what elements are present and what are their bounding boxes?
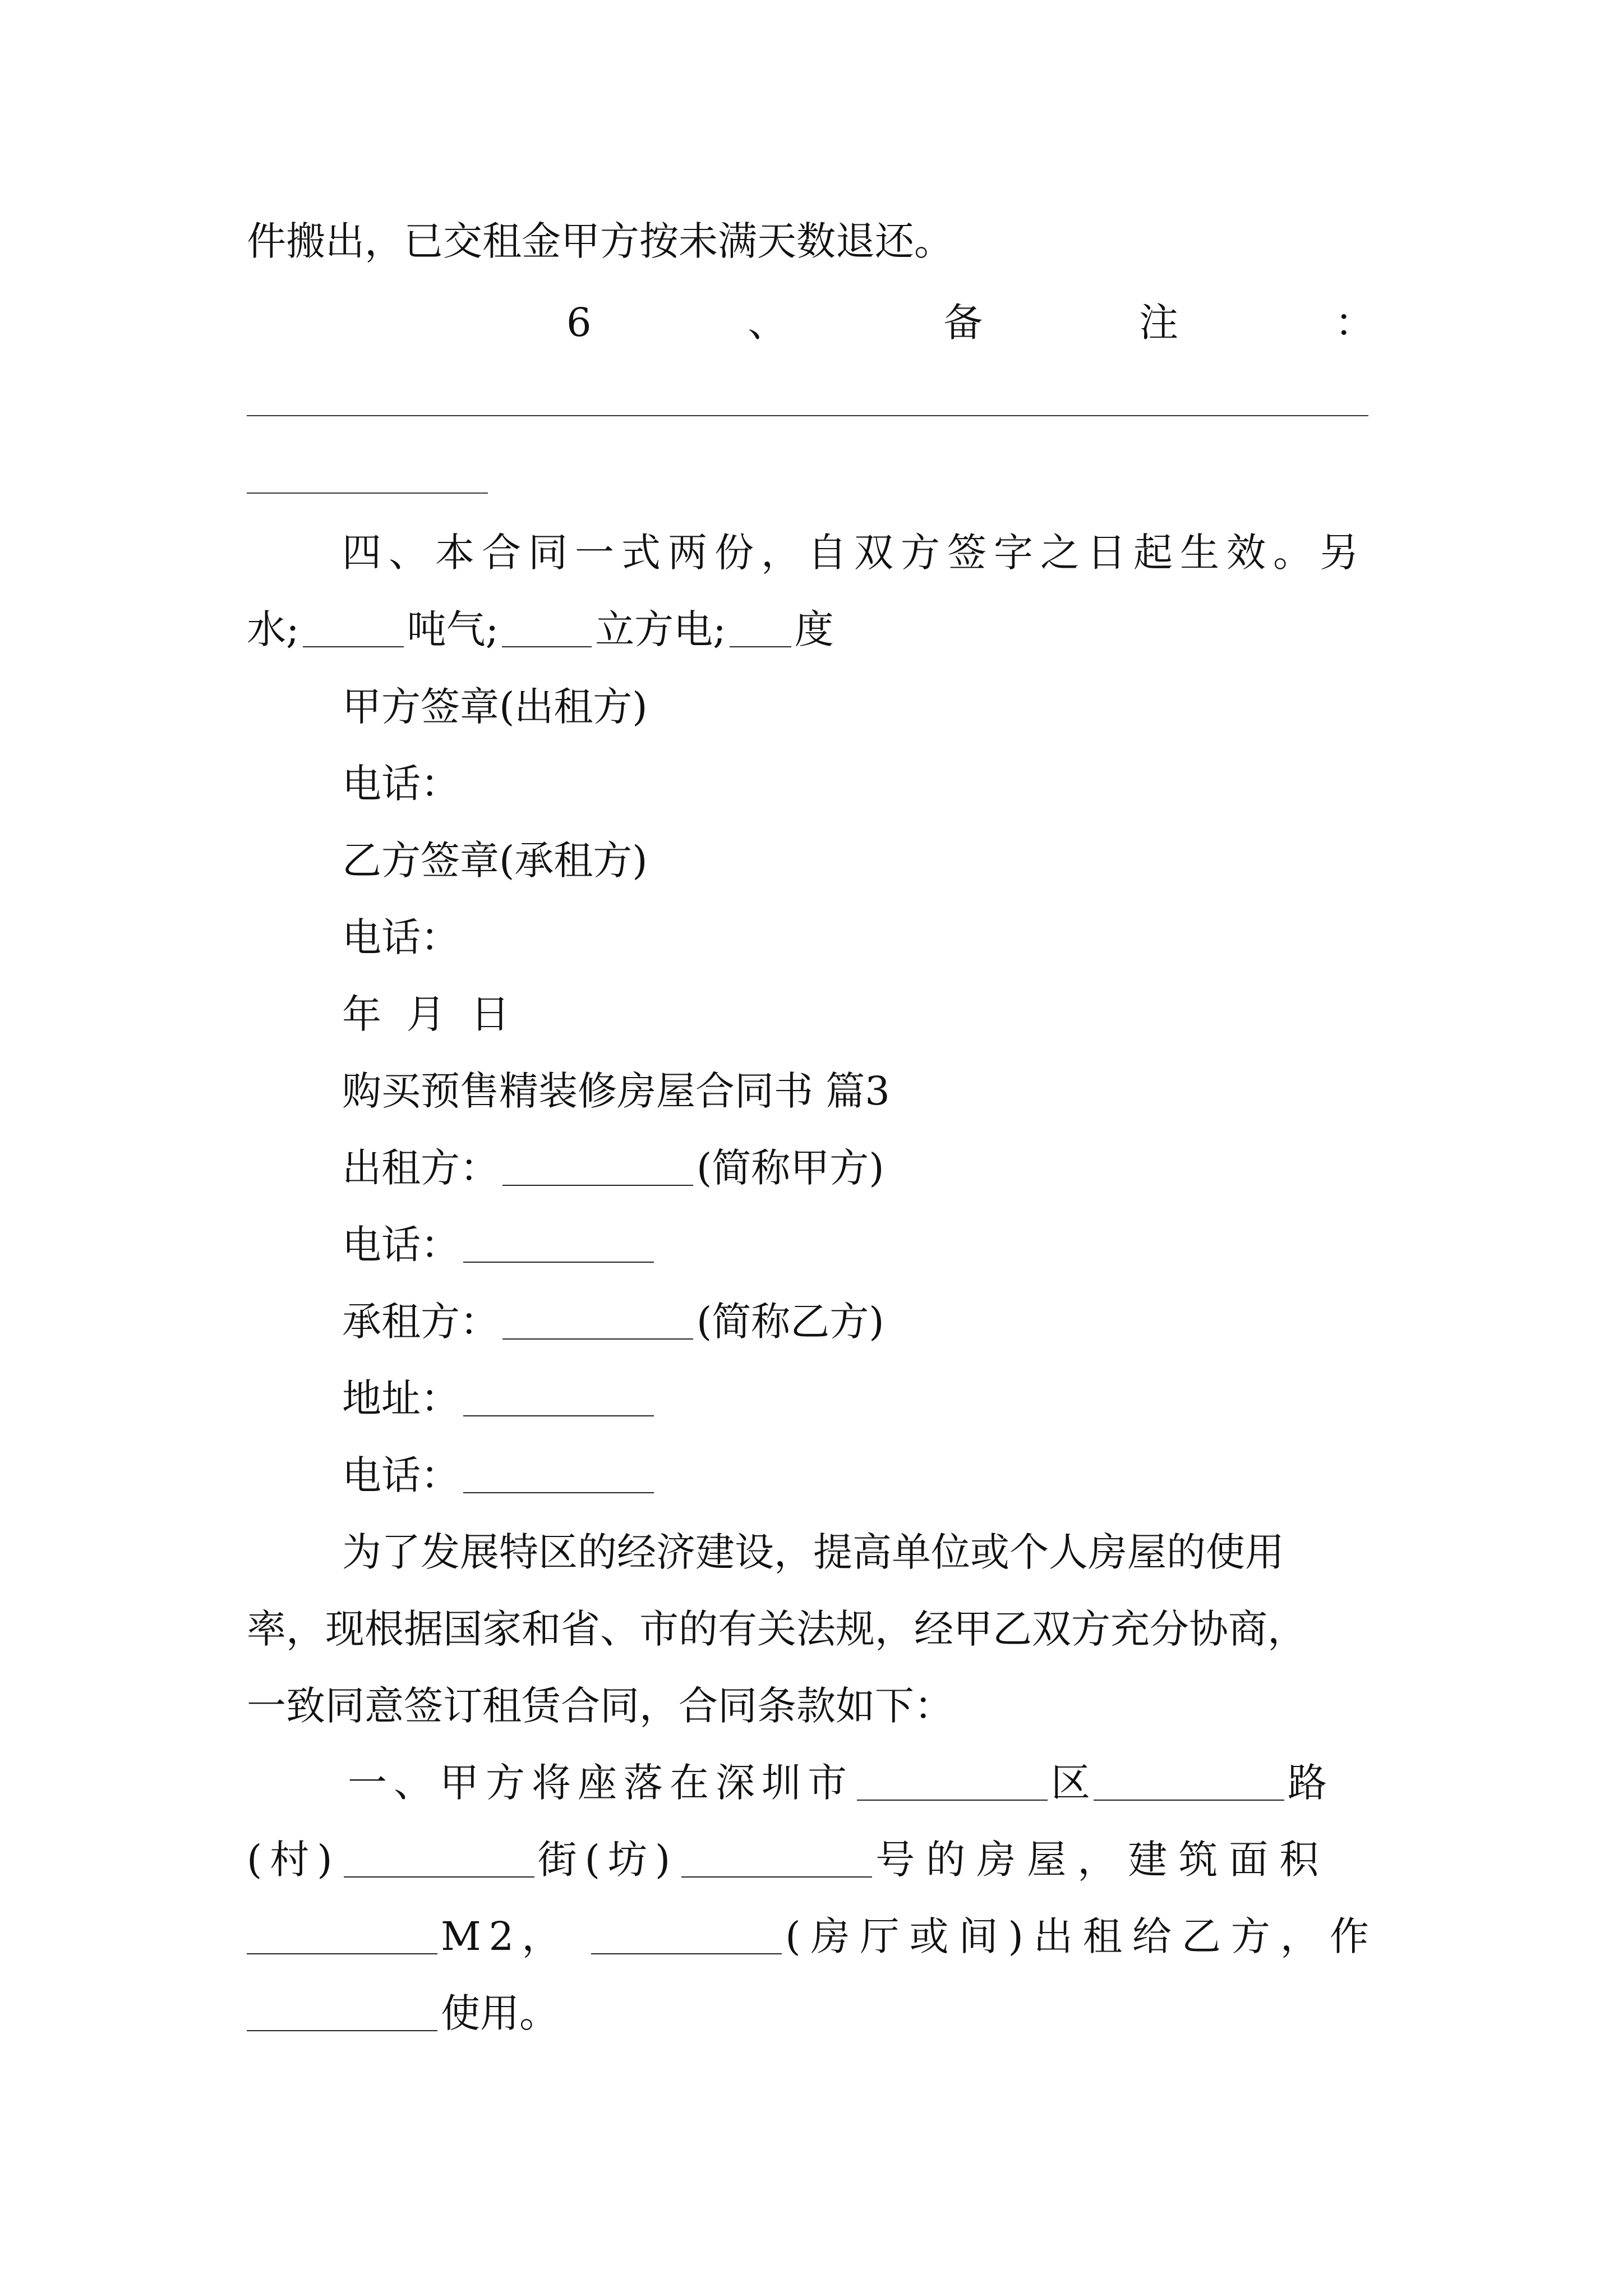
clause-4-line-1 [342, 524, 1391, 581]
party-a-signature: 甲方签章(出租方) [342, 684, 648, 730]
rooms-text: (房厅或间)出租给乙方，作 [785, 1913, 1379, 1959]
lessor-phone-blank[interactable] [463, 1262, 654, 1263]
rooms-blank[interactable] [591, 1953, 782, 1954]
road-label: 路 [1288, 1760, 1327, 1806]
lessor-blank[interactable] [502, 1185, 693, 1186]
preamble-line-3: 一致同意签订租赁合同，合同条款如下： [247, 1683, 953, 1729]
section-title: 购买预售精装修房屋合同书 篇3 [342, 1068, 890, 1114]
text-line-1: 件搬出，已交租金甲方按未满天数退还。 [247, 218, 953, 264]
district-label: 区 [1051, 1760, 1090, 1806]
clause-1-intro: 一、甲方将座落在深圳市 [348, 1760, 854, 1806]
area-unit: M2， [441, 1913, 569, 1959]
clause-1-line-2 [247, 1832, 1330, 1888]
remarks-comma: 、 [748, 300, 787, 346]
usage-text: 使用。 [441, 1990, 559, 2036]
clause-1-line-1 [348, 1755, 1327, 1811]
address-blank[interactable] [463, 1415, 654, 1416]
clause-4-line-2 [247, 601, 834, 657]
road-blank[interactable] [1094, 1800, 1284, 1801]
remarks-colon: ： [1334, 300, 1374, 346]
clause-4-text: 四、本合同一式两份，自双方签字之日起生效。另 [342, 530, 1366, 576]
village-label: (村) [247, 1837, 340, 1883]
lessor-label: 出租方： [342, 1145, 499, 1191]
date-line: 年 月 日 [342, 991, 510, 1037]
remarks-char-1: 备 [943, 300, 983, 346]
remarks-blank-line-1 [247, 415, 1368, 416]
lessor-phone-label: 电话： [342, 1222, 460, 1268]
preamble-line-1: 为了发展特区的经济建设，提高单位或个人房屋的使用 [342, 1529, 1284, 1575]
lessee-phone-line [342, 1447, 657, 1503]
lessee-blank[interactable] [502, 1338, 693, 1340]
lessee-line [342, 1294, 884, 1350]
lessor-abbrev: (简称甲方) [697, 1145, 884, 1191]
area-blank[interactable] [247, 1953, 437, 1954]
party-b-signature: 乙方签章(承租方) [342, 838, 648, 884]
water-label: 水; [247, 606, 299, 652]
address-line [342, 1370, 657, 1427]
district-blank[interactable] [857, 1800, 1048, 1801]
address-label: 地址： [342, 1375, 460, 1421]
gas-label: 吨气; [407, 606, 499, 652]
lessor-phone-line [342, 1217, 657, 1273]
clause-1-line-4 [247, 1985, 559, 2041]
remarks-char-2: 注 [1139, 300, 1179, 346]
electric-label: 立方电; [595, 606, 726, 652]
party-a-phone: 电话： [342, 761, 460, 807]
remarks-heading [566, 295, 1374, 351]
lessee-phone-blank[interactable] [463, 1492, 654, 1493]
water-blank[interactable] [303, 646, 404, 647]
remarks-blank-line-2 [247, 493, 488, 494]
lessee-label: 承租方： [342, 1299, 499, 1345]
party-b-phone: 电话： [342, 914, 460, 960]
gas-blank[interactable] [502, 646, 592, 647]
lessee-abbrev: (简称乙方) [697, 1299, 884, 1345]
preamble-line-2: 率，现根据国家和省、市的有关法规，经甲乙双方充分协商， [247, 1606, 1307, 1652]
house-number-text: 号的房屋，建筑面积 [875, 1837, 1330, 1883]
clause-1-line-3 [247, 1908, 1379, 1964]
street-blank[interactable] [681, 1876, 872, 1878]
usage-blank[interactable] [247, 2030, 437, 2031]
electric-blank[interactable] [730, 646, 791, 647]
village-blank[interactable] [344, 1876, 534, 1878]
street-label: 街(坊) [537, 1837, 679, 1883]
remarks-number: 6 [566, 300, 592, 346]
unit-du: 度 [794, 606, 834, 652]
lessee-phone-label: 电话： [342, 1452, 460, 1498]
lessor-line [342, 1140, 884, 1196]
